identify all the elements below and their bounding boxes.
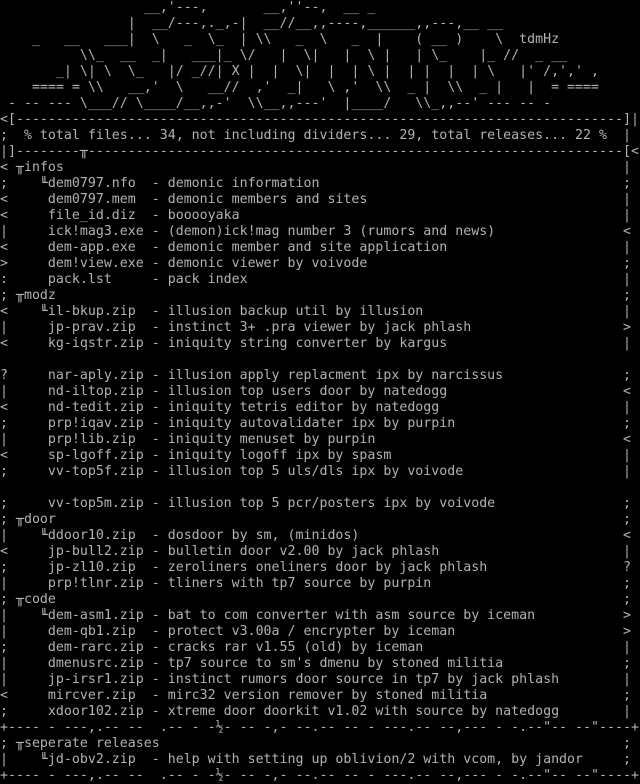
file-row-dem-qb1-zip: | dem-qb1.zip - protect v3.00a / encrypter by iceman > bbox=[0, 624, 631, 639]
file-row-prp-tlnr-zip: | prp!tlnr.zip - tliners with tp7 source by purpin ; bbox=[0, 576, 631, 591]
file-row-ick-mag3-exe: | ick!mag3.exe - (demon)ick!mag number 3 (rumors and news) < bbox=[0, 224, 631, 239]
file-row-jp-irsr1-zip: | jp-irsr1.zip - instinct rumors door source in tp7 by jack phlash | bbox=[0, 672, 631, 687]
file-row-dem-asm1-zip: | ╙dem-asm1.zip - bat to com converter with asm source by iceman > bbox=[0, 608, 631, 623]
stats-row: ; % total files... 34, not including dividers... 29, total releases... 22 % | bbox=[0, 128, 631, 143]
logo-art-row-1: | __/---,._,-| __//__,,----,______,,---,__ __ bbox=[0, 16, 504, 31]
file-row-jp-zl10-zip: ; jp-zl10.zip - zeroliners oneliners door by jack phlash ? bbox=[0, 560, 631, 575]
file-row-ddoor10-zip: | ╙ddoor10.zip - dosdoor by sm, (minidos) < bbox=[0, 528, 631, 543]
logo-art-row-6: - -- --- \___// \____/__,,-' \\__,,---' |____/ \\_,,--' --- -- - bbox=[0, 96, 552, 111]
file-row-dem-view-exe: > dem!view.exe - demonic viewer by voivode ; bbox=[0, 256, 631, 271]
file-row-vv-top5f-zip: ; vv-top5f.zip - illusion top 5 uls/dls ipx by voivode | bbox=[0, 464, 631, 479]
frame-top-border: <[----------------------------------------------------------------------------]| bbox=[0, 112, 639, 127]
file-row-jd-obv2-zip: | ╙jd-obv2.zip - help with setting up oblivion/2 with vcom, by jandor ; bbox=[0, 752, 631, 767]
section-header-code: ; ╥code ; bbox=[0, 592, 631, 607]
section-header-door: ; ╥door ; bbox=[0, 512, 631, 527]
blank-row bbox=[0, 480, 640, 496]
section-header-infos: < ╥infos | bbox=[0, 160, 631, 175]
file-row-nd-tedit-zip: < nd-tedit.zip - iniquity tetris editor by natedogg | bbox=[0, 400, 631, 415]
frame-header-border: |]--------╥-------------------------------------------------------------------[< bbox=[0, 144, 639, 159]
file-row-prp-iqav-zip: ; prp!iqav.zip - iniquity autovalidater ipx by purpin ; bbox=[0, 416, 631, 431]
file-row-prp-lib-zip: | prp!lib.zip - iniquity menuset by purpin < bbox=[0, 432, 631, 447]
section-header-modz: ; ╥modz ; bbox=[0, 288, 631, 303]
file-row-kg-iqstr-zip: < kg-iqstr.zip - iniquity string converter by kargus | bbox=[0, 336, 631, 351]
release-divider: +---- - ---,.-- -- .-- - -½- -- -,- --.-- -- - ---.-- --,--- - -.--"-- --"----+ bbox=[0, 720, 639, 735]
file-row-jp-bull2-zip: < jp-bull2.zip - bulletin door v2.00 by jack phlash | bbox=[0, 544, 631, 559]
file-row-dem-rarc-zip: ; dem-rarc.zip - cracks rar v1.55 (old) by iceman | bbox=[0, 640, 631, 655]
file-row-sp-lgoff-zip: < sp-lgoff.zip - iniquity logoff ipx by spasm | bbox=[0, 448, 631, 463]
file-row-nd-iltop-zip: | nd-iltop.zip - illusion top users door by natedogg < bbox=[0, 384, 631, 399]
release-divider-bottom: +---- - ---,.-- -- .-- - -½- -- -,- --.-- -- - ---.-- --,--- - -.--"-- --"----+ bbox=[0, 768, 639, 783]
file-row-dem-app-exe: < dem-app.exe - demonic member and site application | bbox=[0, 240, 631, 255]
file-row-file-id-diz: < file_id.diz - booooyaka | bbox=[0, 208, 631, 223]
file-row-dem0797-mem: < dem0797.mem - demonic members and sites | bbox=[0, 192, 631, 207]
file-row-il-bkup-zip: < ╙il-bkup.zip - illusion backup util by illusion | bbox=[0, 304, 631, 319]
file-row-jp-prav-zip: | jp-prav.zip - instinct 3+ .pra viewer by jack phlash > bbox=[0, 320, 631, 335]
logo-art-row-3: \\_ __ _| ___|_ \/ | \| | \ | | \_ |_ // _ __ bbox=[0, 48, 568, 63]
logo-art-row-4: _| \| \ \_ |/ _//| X | | \| | | \ | | | | | \ |' /,',' , bbox=[0, 64, 599, 79]
file-row-dem0797-nfo: ; ╙dem0797.nfo - demonic information ; bbox=[0, 176, 631, 191]
file-row-vv-top5m-zip: ; vv-top5m.zip - illusion top 5 pcr/posters ipx by voivode ; bbox=[0, 496, 631, 511]
logo-art-row-0: __,'---, __,''--, __ _ bbox=[0, 0, 376, 15]
logo-art-row-5: ==== = \\ __,' \ __// ,' _| \ ,' \\ _ | \\ _ | | = ==== bbox=[0, 80, 599, 95]
file-row-mircver-zip: < mircver.zip - mirc32 version remover by stoned militia ; bbox=[0, 688, 631, 703]
file-row-pack-lst: : pack.lst - pack index | bbox=[0, 272, 631, 287]
blank-row bbox=[0, 352, 640, 368]
logo-art-row-2: _ __ ___| \ _ \_ | \\ _ \ _ | ( __ ) \ tdmHz bbox=[0, 32, 560, 47]
file-row-xdoor102-zip: ; xdoor102.zip - xtreme door doorkit v1.02 with source by natedogg | bbox=[0, 704, 631, 719]
file-row-nar-aply-zip: ? nar-aply.zip - illusion apply replacment ipx by narcissus ; bbox=[0, 368, 631, 383]
file-row-dmenusrc-zip: | dmenusrc.zip - tp7 source to sm's dmenu by stoned militia ; bbox=[0, 656, 631, 671]
section-header-seperate-releases: ; ╥seperate releases ; bbox=[0, 736, 631, 751]
